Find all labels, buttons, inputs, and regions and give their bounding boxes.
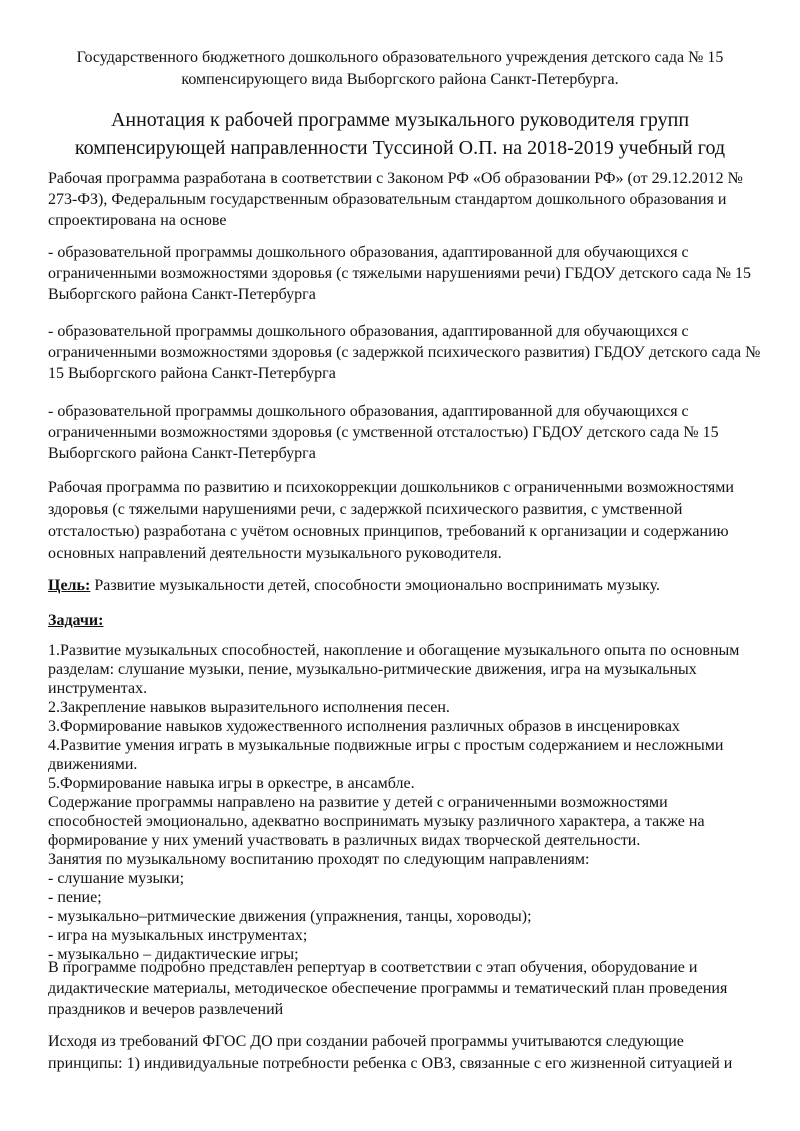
basis-item-3: - образовательной программы дошкольного образования, адаптированной для обучающихся с ограниченными возможностями здоровья (с умственной отсталостью) ГБДОУ детского сада № 15 Выборгского района Санкт-Петербурга xyxy=(48,403,719,462)
document-title-line-1: Аннотация к рабочей программе музыкального руководителя групп xyxy=(110,109,690,131)
goal-line xyxy=(48,575,762,597)
institution-header xyxy=(40,47,760,91)
institution-header-line-2: компенсирующего вида Выборгского района Санкт-Петербурга. xyxy=(181,71,619,88)
document-title xyxy=(40,106,760,162)
fgos-paragraph: Исходя из требований ФГОС ДО при создании рабочей программы учитываются следующие принципы: 1) индивидуальные потребности ребенка с ОВЗ, связанные с его жизненной ситуацией и xyxy=(48,1033,733,1072)
task-item-1: 1.Развитие музыкальных способностей, накопление и обогащение музыкального опыта по основным разделам: слушание музыки, пение, музыкально-ритмические движения, игра на музыкальных инструментах. xyxy=(48,642,740,697)
document-title-line-2: компенсирующей направленности Туссиной О.П. на 2018-2019 учебный год xyxy=(74,137,726,159)
goal-text: Развитие музыкальности детей, способности эмоционально воспринимать музыку. xyxy=(90,577,661,594)
institution-header-line-1: Государственного бюджетного дошкольного образовательного учреждения детского сада № 15 xyxy=(76,49,724,66)
content-paragraph: Содержание программы направлено на развитие у детей с ограниченными возможностями способностей эмоционально, адекватно воспринимать музыку различного характера, а также на формирование у них умений участвовать в различных видах творческой деятельности. xyxy=(48,794,705,849)
basis-item-1: - образовательной программы дошкольного образования, адаптированной для обучающихся с ограниченными возможностями здоровья (с тяжелыми нарушениями речи) ГБДОУ детского сада № 15 Выборгского района Санкт-Петербурга xyxy=(48,244,752,303)
directions-intro: Занятия по музыкальному воспитанию проходят по следующим направлениям: xyxy=(48,851,590,868)
direction-item-3: - музыкально–ритмические движения (упражнения, танцы, хороводы); xyxy=(48,908,532,925)
direction-item-5: - музыкально – дидактические игры; xyxy=(48,946,299,963)
tasks-label: Задачи: xyxy=(48,612,104,629)
direction-item-1: - слушание музыки; xyxy=(48,870,185,887)
task-item-4: 4.Развитие умения играть в музыкальные подвижные игры с простым содержанием и несложными движениями. xyxy=(48,737,724,773)
tasks-list xyxy=(48,641,762,964)
intro-paragraph: Рабочая программа разработана в соответствии с Законом РФ «Об образовании РФ» (от 29.12.2012 № 273-ФЗ), Федеральным государственным образовательным стандартом дошкольного образования и спроектирована на основе xyxy=(48,170,743,229)
task-item-2: 2.Закрепление навыков выразительного исполнения песен. xyxy=(48,699,450,716)
program-summary-paragraph: Рабочая программа по развитию и психокоррекции дошкольников с ограниченными возможностями здоровья (с тяжелыми нарушениями речи, с задержкой психического развития, с умственной отсталостью) разработана с учётом основных принципов, требований к организации и содержанию основных направлений деятельности музыкального руководителя. xyxy=(48,479,734,562)
basis-item-2: - образовательной программы дошкольного образования, адаптированной для обучающихся с ограниченными возможностями здоровья (с задержкой психического развития) ГБДОУ детского сада № 15 Выборгского района Санкт-Петербурга xyxy=(48,323,761,382)
goal-label: Цель: xyxy=(48,577,91,594)
direction-item-4: - игра на музыкальных инструментах; xyxy=(48,927,308,944)
task-item-3: 3.Формирование навыков художественного исполнения различных образов в инсценировках xyxy=(48,718,680,735)
tasks-heading xyxy=(48,610,762,632)
task-item-5: 5.Формирование навыка игры в оркестре, в ансамбле. xyxy=(48,775,415,792)
direction-item-2: - пение; xyxy=(48,889,102,906)
repertoire-paragraph: В программе подробно представлен репертуар в соответствии с этап обучения, оборудование и дидактические материалы, методическое обеспечение программы и тематический план проведения праздников и вечеров развлечений xyxy=(48,959,728,1018)
